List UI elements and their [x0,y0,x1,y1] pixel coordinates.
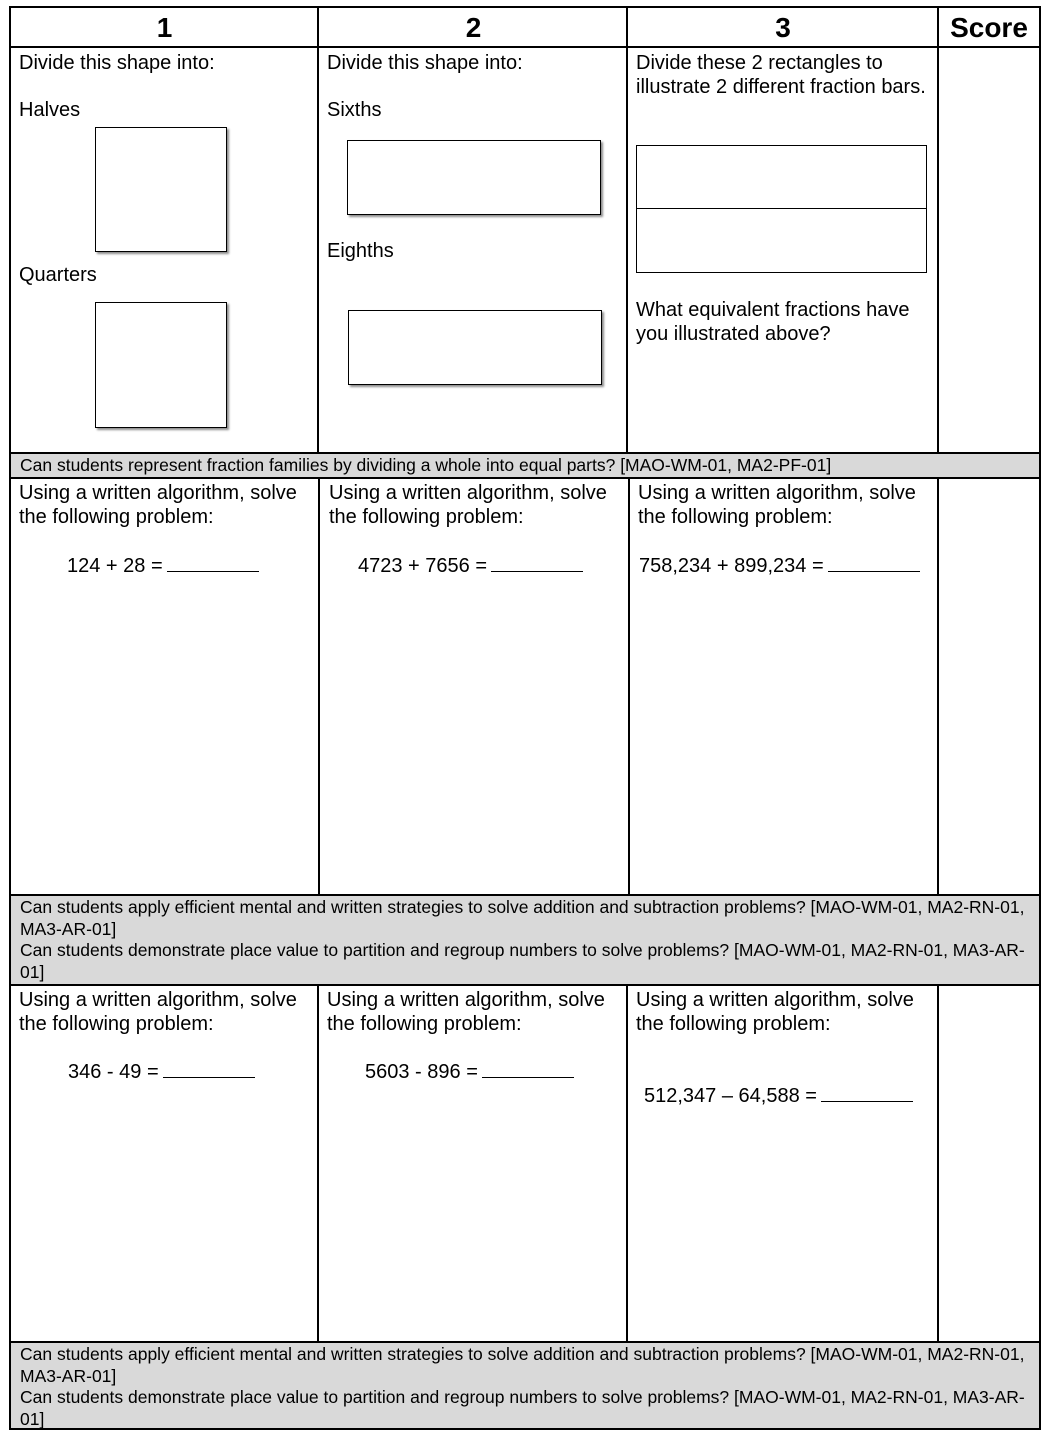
instruction-text: Divide this shape into: [19,52,215,74]
answer-blank[interactable] [163,1059,255,1078]
instruction-text: Divide these 2 rectangles to illustrate 2 different fraction bars. [636,52,926,98]
eighths-rectangle-shape[interactable] [348,310,602,385]
criteria-band [11,454,1039,477]
subtraction-problem-2 [365,1059,574,1084]
column-header-score: Score [950,12,1028,43]
instruction-text: Using a written algorithm, solve the following problem: [636,989,914,1035]
halves-square-shape[interactable] [95,127,227,252]
sixths-label: Sixths [327,99,382,121]
assessment-sheet [9,6,1041,1430]
answer-blank[interactable] [167,553,259,572]
column-divider [626,8,628,452]
problem-expression: 124 + 28 = [67,555,163,577]
equivalent-fractions-question: What equivalent fractions have you illustrated above? [636,299,910,345]
quarters-label: Quarters [19,264,97,286]
criteria-text: Can students apply efficient mental and written strategies to solve addition and subtraction problems? [MAO-WM-01, MA2-RN-01, MA3-AR-01] [20,897,1025,939]
sixths-rectangle-shape[interactable] [347,140,601,215]
column-header-3: 3 [775,12,791,43]
instruction-text: Using a written algorithm, solve the following problem: [638,482,916,528]
column-divider [317,8,319,452]
addition-problem-3 [639,553,920,578]
criteria-text: Can students apply efficient mental and written strategies to solve addition and subtraction problems? [MAO-WM-01, MA2-RN-01, MA3-AR-01] [20,1344,1025,1386]
column-divider [937,986,939,1342]
instruction-text: Divide this shape into: [327,52,523,74]
column-divider [937,479,939,896]
answer-blank[interactable] [828,553,920,572]
fraction-bar-bottom[interactable] [636,208,927,273]
criteria-band [11,1343,1039,1428]
fraction-bar-top[interactable] [636,145,927,210]
addition-problem-1 [67,553,259,578]
problem-expression: 758,234 + 899,234 = [639,555,824,577]
column-divider [628,479,630,896]
instruction-text: Using a written algorithm, solve the following problem: [327,989,605,1035]
eighths-label: Eighths [327,240,394,262]
section-divider [11,984,1039,986]
halves-label: Halves [19,99,81,121]
section-divider [11,477,1039,479]
answer-blank[interactable] [482,1059,574,1078]
criteria-text: Can students represent fraction families by dividing a whole into equal parts? [MAO-WM-01, MA2-PF-01] [20,455,832,475]
column-header-2: 2 [465,12,482,43]
instruction-text: Using a written algorithm, solve the following problem: [329,482,607,528]
problem-expression: 5603 - 896 = [365,1061,478,1083]
quarters-square-shape[interactable] [95,302,227,428]
problem-expression: 4723 + 7656 = [358,555,488,577]
problem-expression: 346 - 49 = [68,1061,159,1083]
column-divider [317,986,319,1342]
criteria-band [11,896,1039,984]
answer-blank[interactable] [821,1083,913,1102]
answer-blank[interactable] [491,553,583,572]
column-divider [626,986,628,1342]
column-divider [318,479,320,896]
header-divider [11,46,1039,48]
addition-problem-2 [358,553,583,578]
column-header-1: 1 [156,12,173,43]
instruction-text: Using a written algorithm, solve the following problem: [19,482,297,528]
column-divider [937,8,939,452]
criteria-text: Can students demonstrate place value to partition and regroup numbers to solve problems? [MAO-WM-01, MA2-RN-01, MA3-AR-01] [20,1387,1025,1429]
instruction-text: Using a written algorithm, solve the following problem: [19,989,297,1035]
problem-expression: 512,347 – 64,588 = [644,1085,817,1107]
subtraction-problem-1 [68,1059,255,1084]
subtraction-problem-3 [644,1083,913,1108]
criteria-text: Can students demonstrate place value to partition and regroup numbers to solve problems? [MAO-WM-01, MA2-RN-01, MA3-AR-01] [20,940,1025,982]
